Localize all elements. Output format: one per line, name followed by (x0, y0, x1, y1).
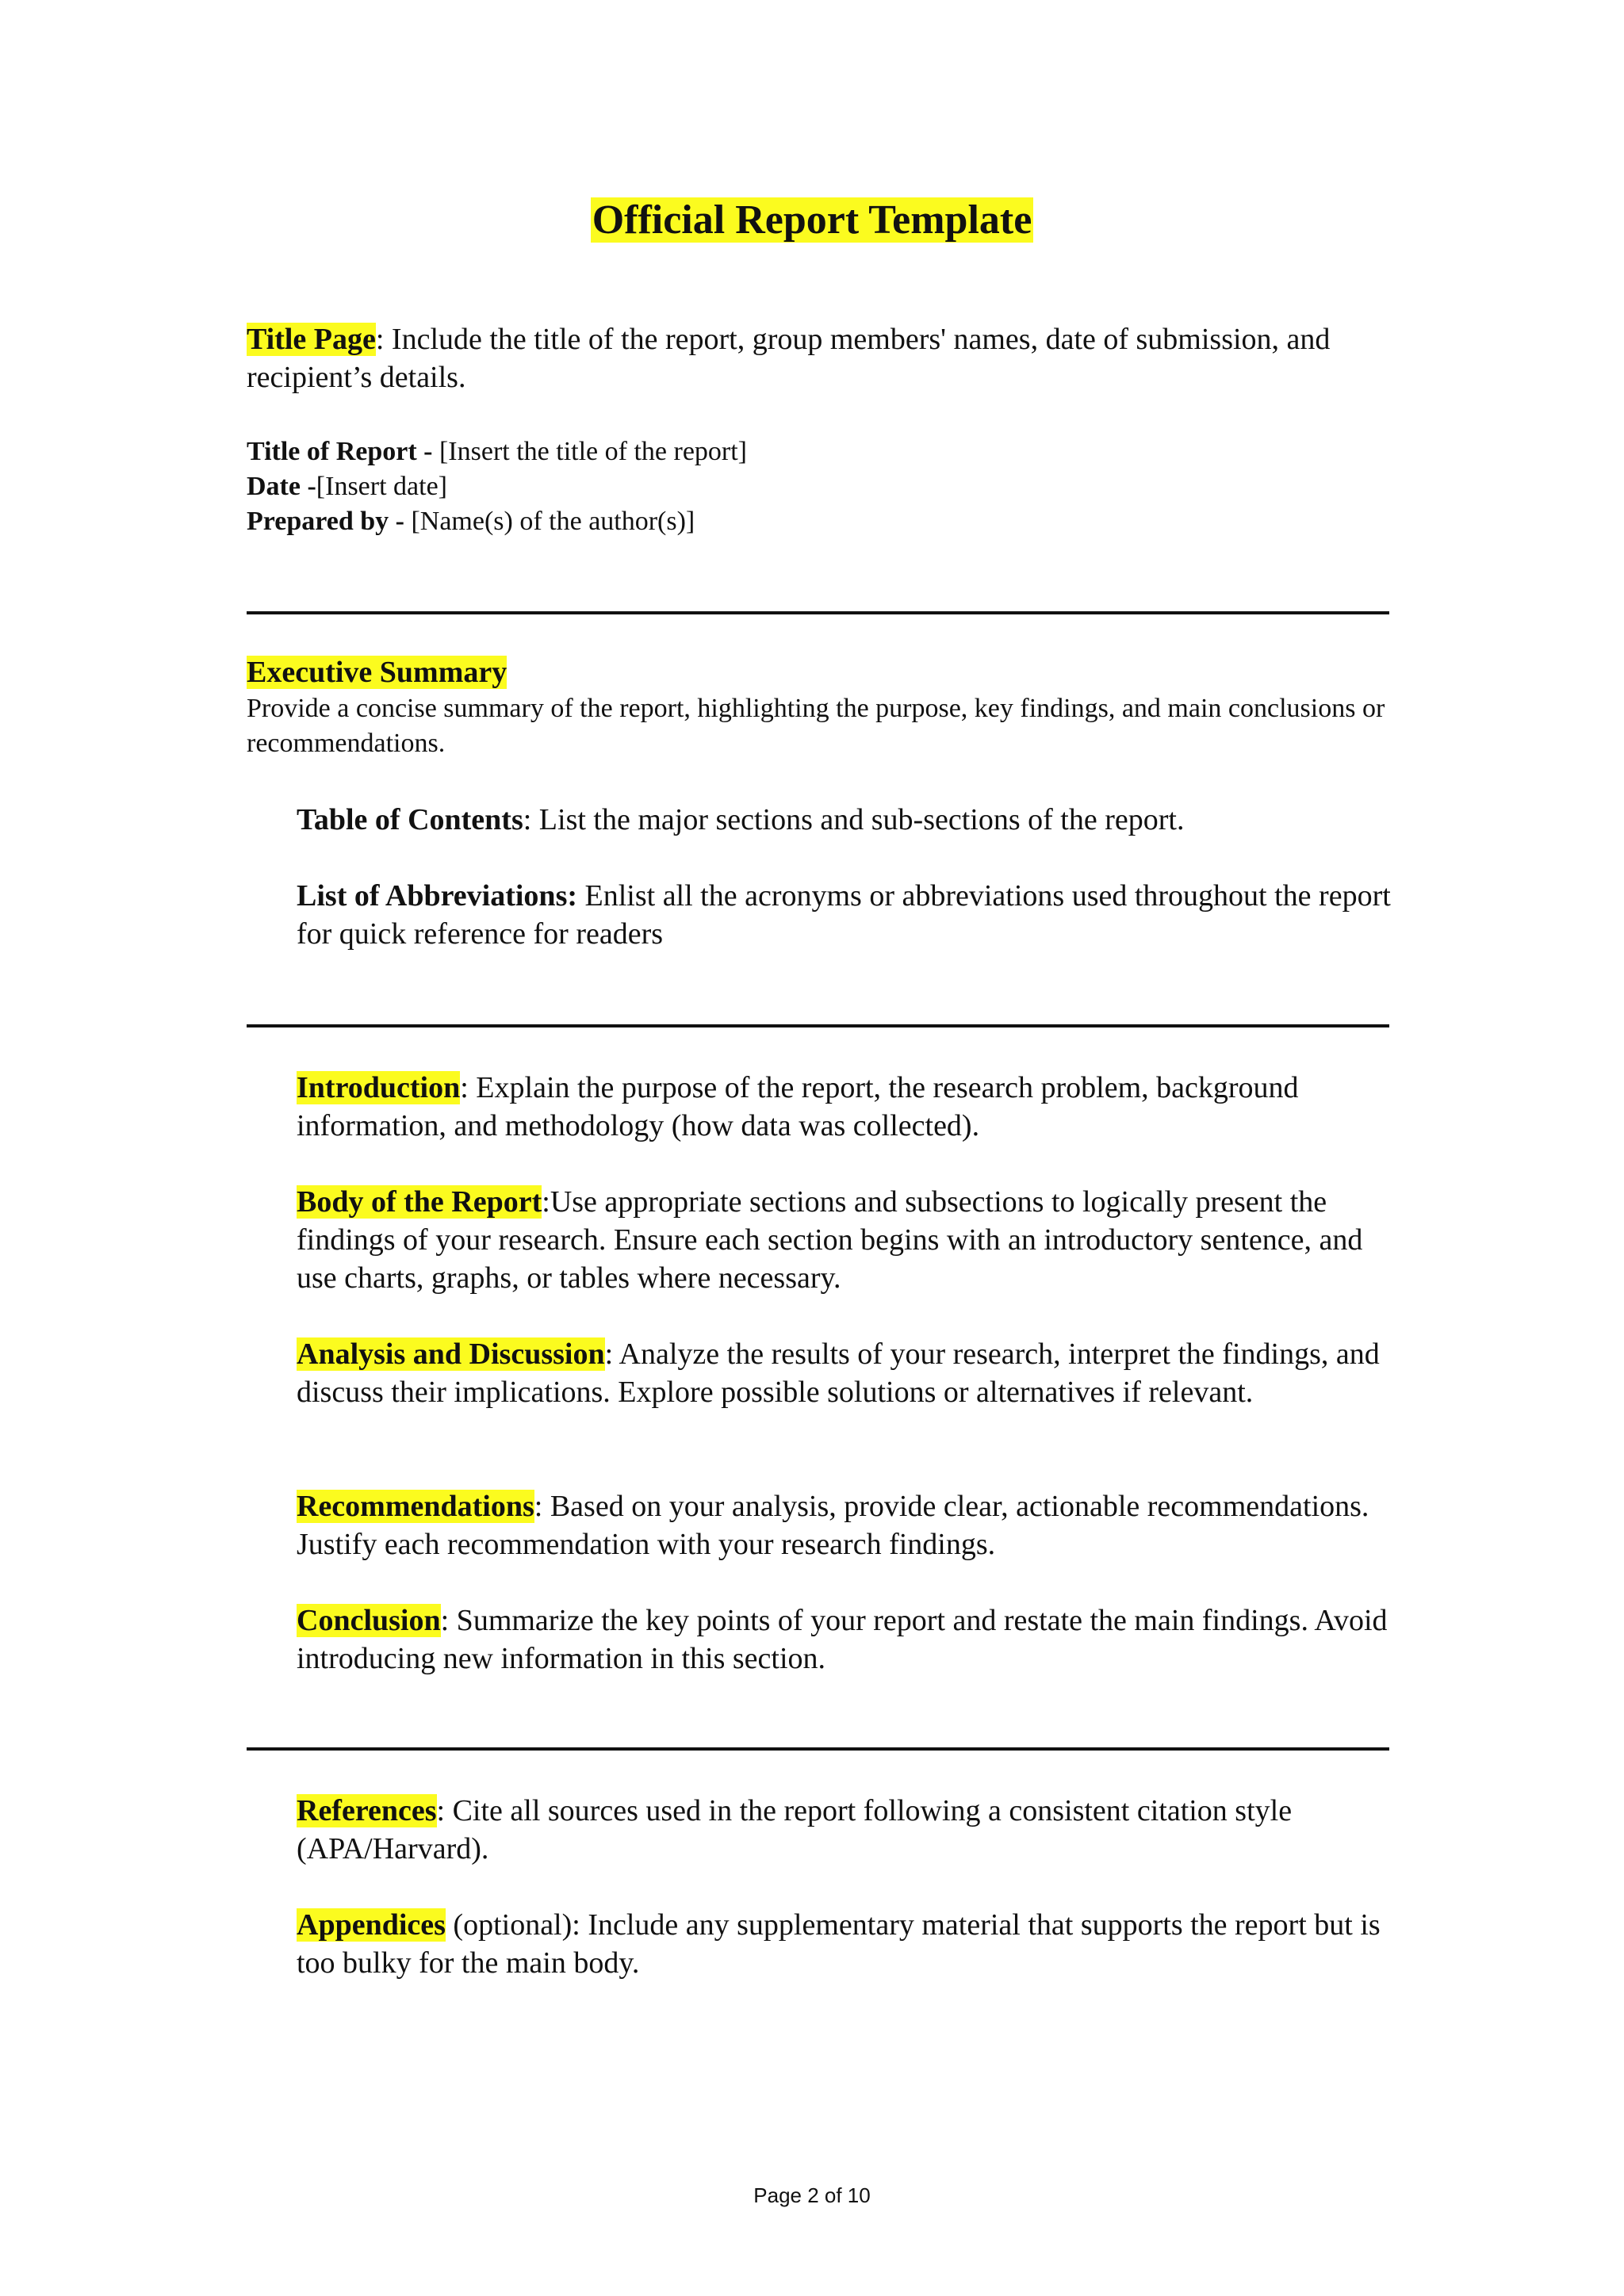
analysis-label: Analysis and Discussion (297, 1337, 605, 1371)
recommendations-paragraph (297, 1487, 1399, 1563)
conclusion-text: : Summarize the key points of your report and restate the main findings. Avoid introducing new information in this section. (297, 1604, 1388, 1675)
abbreviations-text: Enlist all the acronyms or abbreviations used throughout the report for quick reference for readers (297, 879, 1391, 951)
appendices-paragraph (297, 1906, 1399, 1982)
references-label: References (297, 1794, 437, 1827)
report-date-line (247, 469, 1396, 504)
appendices-text: (optional): Include any supplementary material that supports the report but is too bulky for the main body. (297, 1908, 1381, 1980)
recommendations-label: Recommendations (297, 1490, 534, 1523)
title-page-paragraph (247, 320, 1396, 396)
analysis-paragraph (297, 1335, 1399, 1411)
report-details (247, 434, 1396, 539)
introduction-label: Introduction (297, 1071, 461, 1104)
report-title-value: [Insert the title of the report] (439, 437, 747, 466)
references-text: : Cite all sources used in the report following a consistent citation style (APA/Harvard). (297, 1794, 1293, 1866)
analysis-text: : Analyze the results of your research, interpret the findings, and discuss their implications. Explore possible solutions or alternatives if relevant. (297, 1337, 1380, 1409)
executive-summary-section (247, 655, 1396, 761)
executive-summary-heading (247, 655, 1396, 691)
title-text: Official Report Template (592, 197, 1032, 243)
introduction-text: : Explain the purpose of the report, the research problem, background information, and methodology (how data was collected). (297, 1071, 1299, 1142)
section-divider-1 (247, 611, 1389, 614)
body-of-report-text: :Use appropriate sections and subsections to logically present the findings of your research. Ensure each section begins with an introductory sentence, and use charts, graphs, or tables where necessary. (297, 1185, 1363, 1295)
introduction-paragraph (297, 1069, 1399, 1145)
executive-summary-text: Provide a concise summary of the report, highlighting the purpose, key findings, and main conclusions or recommendations. (247, 694, 1385, 758)
abbreviations-paragraph (297, 877, 1399, 953)
title-page-label: Title Page (247, 323, 376, 356)
page-title (0, 193, 1624, 247)
page-number: Page 2 of 10 (753, 2183, 871, 2207)
report-date-label: Date - (247, 472, 316, 501)
report-title-label: Title of Report - (247, 437, 439, 466)
abbreviations-label: List of Abbreviations: (297, 879, 578, 913)
prepared-by-line (247, 504, 1396, 539)
prepared-by-label: Prepared by - (247, 507, 412, 536)
section-divider-2 (247, 1024, 1389, 1027)
appendices-label: Appendices (297, 1908, 446, 1942)
toc-text: : List the major sections and sub-sections of the report. (523, 803, 1185, 836)
title-page-text: : Include the title of the report, group members' names, date of submission, and recipient’s details. (247, 323, 1331, 394)
recommendations-text: : Based on your analysis, provide clear, actionable recommendations. Justify each recommendation with your research findings. (297, 1490, 1369, 1561)
report-date-value: [Insert date] (316, 472, 447, 501)
toc-paragraph (297, 801, 1399, 839)
conclusion-label: Conclusion (297, 1604, 441, 1637)
executive-summary-label: Executive Summary (247, 656, 508, 689)
toc-label: Table of Contents (297, 803, 523, 836)
references-paragraph (297, 1792, 1407, 1868)
prepared-by-value: [Name(s) of the author(s)] (411, 507, 695, 536)
body-of-report-paragraph (297, 1183, 1399, 1297)
body-of-report-label: Body of the Report (297, 1185, 542, 1219)
report-title-line (247, 434, 1396, 469)
conclusion-paragraph (297, 1601, 1399, 1678)
section-divider-3 (247, 1747, 1389, 1751)
